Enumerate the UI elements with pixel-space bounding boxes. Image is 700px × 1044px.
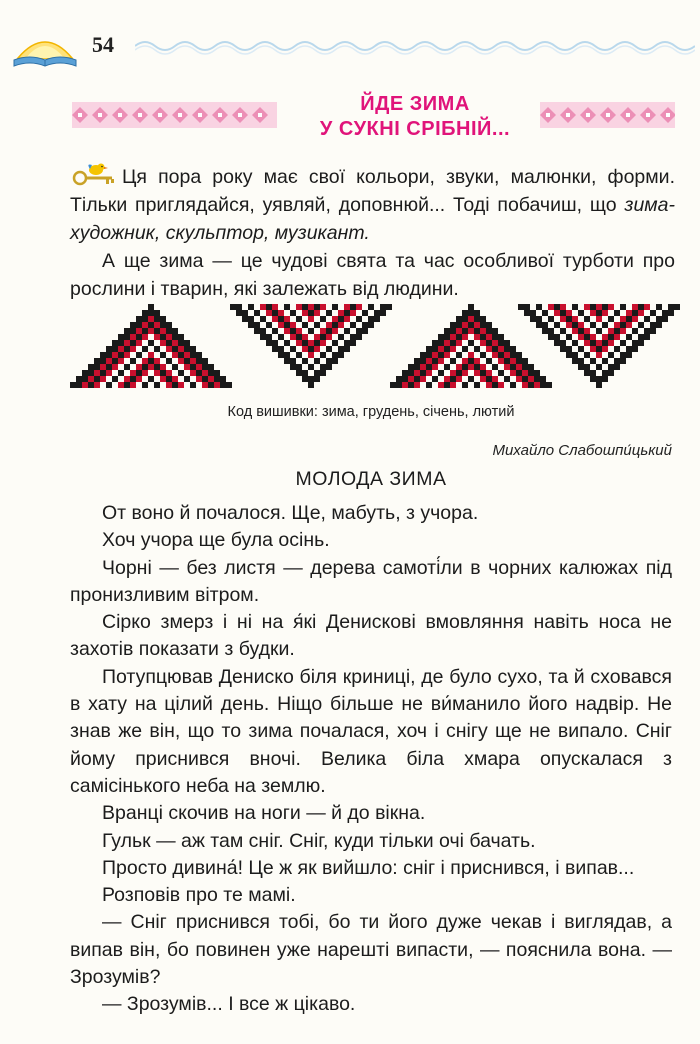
page-number: 54: [92, 32, 114, 57]
intro-p1-emphasis: зима-художник, скульптор, музикант.: [70, 194, 675, 244]
pink-ornament-band-right: [540, 102, 675, 128]
section-title-block: [0, 88, 700, 148]
story-paragraph: Просто дивина́! Це ж як вийшло: сніг і приснився, і випав...: [102, 856, 635, 879]
intro-paragraph-1: [70, 160, 675, 247]
story-paragraph: Вранці скочив на ноги — й до вікна.: [102, 802, 426, 825]
embroidery-triangle: [390, 304, 552, 388]
section-title: [290, 92, 540, 142]
pink-ornament-band-left: [72, 102, 277, 128]
header-wave-decoration: [135, 34, 695, 58]
story-paragraph: Сірко змерз і ні на я́кі Денискові вмовляння навіть носа не захотів показати з будки.: [70, 611, 672, 661]
embroidery-triangle: [70, 304, 232, 388]
sun-book-icon: [10, 22, 80, 72]
story-paragraph: Хоч учора ще була осінь.: [102, 529, 330, 552]
story-paragraph: — Зрозумів... І все ж цікаво.: [102, 993, 356, 1016]
story-paragraph: Чорні — без листя — дерева самоті́ли в чорних калюжах під пронизливим вітром.: [70, 556, 672, 606]
intro-paragraph-2: А ще зима — це чудові свята та час особливої турботи про рослини і тварин, які залежать від людини.: [70, 250, 675, 300]
story-paragraph: Гульк — аж там сніг. Сніг, куди тільки очі бачать.: [102, 829, 536, 852]
story-text: [70, 500, 672, 1019]
intro-p1-text: Ця пора року має свої кольори, звуки, малюнки, форми. Тільки приглядайся, уявляй, доповнюй... Тоді побачиш, що: [70, 166, 675, 216]
section-title-line1: ЙДЕ ЗИМА: [360, 93, 470, 115]
story-author: Михайло Слабошпи́цький: [492, 442, 672, 459]
intro-text: [70, 160, 675, 303]
story-paragraph: От воно й почалося. Ще, мабуть, з учора.: [102, 502, 479, 524]
story-paragraph: Розповів про те мамі.: [102, 884, 296, 907]
embroidery-pattern: [70, 300, 682, 392]
story-paragraph: Потупцював Дениско біля криниці, де було сухо, та й сховався в хату на цілий день. Ніщо більше не ви́манило його надвір. Не знав же він, що то зима почалася, хоч і снігу ще не випало. Сніг йому приснився вночі. Велика біла хмара опускалася з самісінького неба на землю.: [70, 665, 672, 797]
golden-key-bird-icon: [70, 160, 118, 188]
embroidery-triangle: [518, 304, 680, 388]
story-title: МОЛОДА ЗИМА: [295, 468, 447, 490]
embroidery-triangle: [230, 304, 392, 388]
embroidery-caption: Код вишивки: зима, грудень, січень, лютий: [227, 404, 515, 420]
story-paragraph: — Сніг приснився тобі, бо ти його дуже чекав і виглядав, а випав він, бо повинен уже нарешті випасти, — пояснила вона. — Зрозумів?: [70, 911, 672, 989]
page-header: [10, 18, 700, 78]
section-title-line2: У СУКНІ СРІБНІЙ...: [319, 118, 511, 140]
